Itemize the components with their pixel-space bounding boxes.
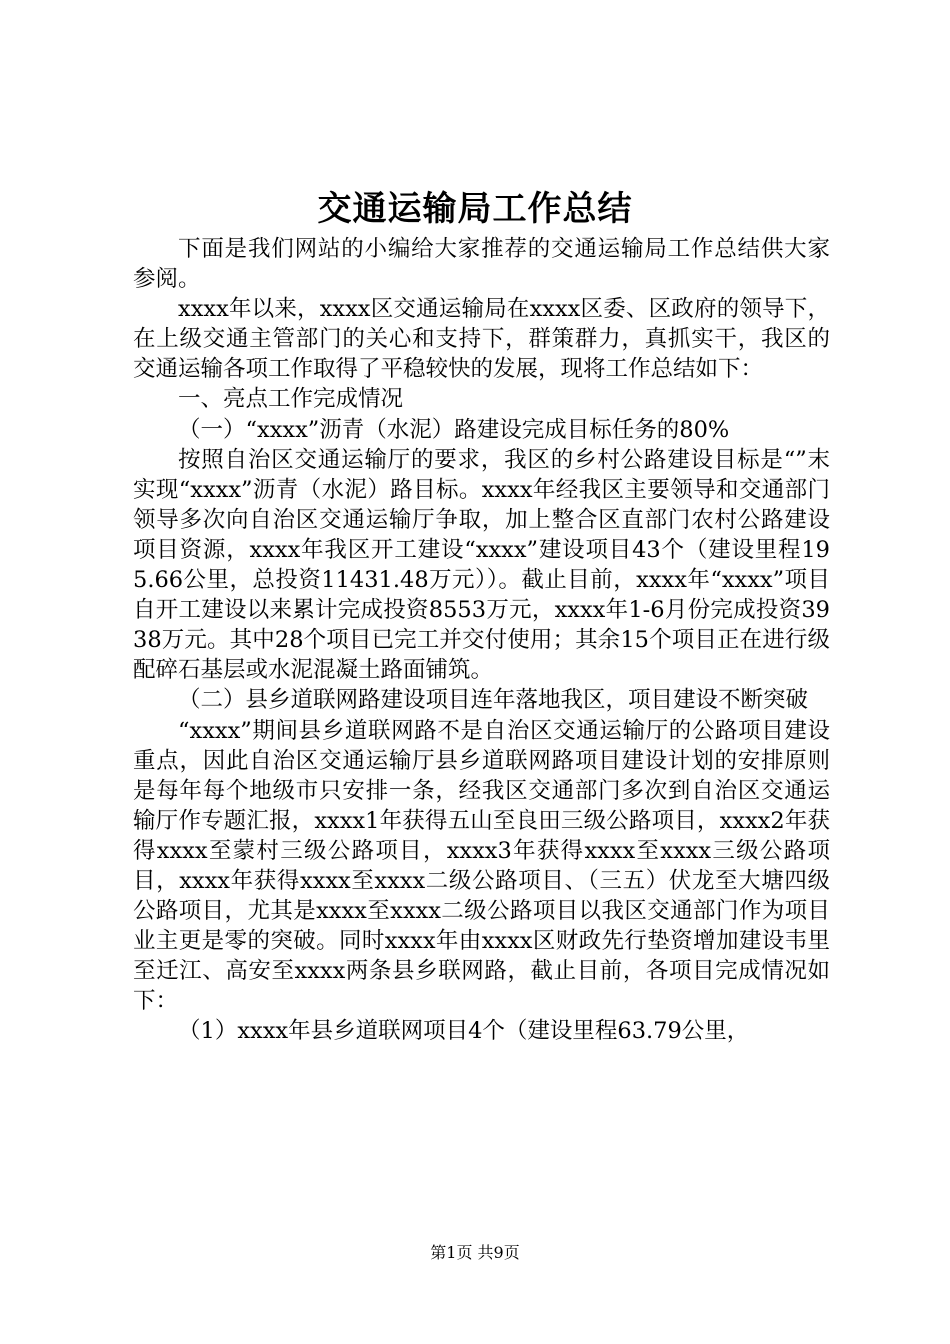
document-title: 交通运输局工作总结 — [317, 189, 633, 229]
page-number-footer: 第1页 共9页 — [430, 1243, 520, 1262]
subsection-heading-1: （一）“xxxx”沥青（水泥）路建设完成目标任务的80% — [178, 416, 730, 443]
document-body — [133, 234, 830, 1047]
paragraph-road-construction: 按照自治区交通运输厅的要求，我区的乡村公路建设目标是“”末实现“xxxx”沥青（水泥）路目标。xxxx年经我区主要领导和交通部门领导多次向自治区交通运输厅争取，加上整合区直部门农村公路建设项目资源，xxxx年我区开工建设“xxxx”建设项目43个（建设里程195.66公里，总投资11431.48万元））。截止目前，xxxx年“xxxx”项目自开工建设以来累计完成投资8553万元，xxxx年1-6月份完成投资3938万元。其中28个项目已完工并交付使用；其余15个项目正在进行级配碎石基层或水泥混凝土路面铺筑。 — [133, 446, 830, 684]
subsection-heading-2: （二）县乡道联网路建设项目连年落地我区，项目建设不断突破 — [178, 687, 809, 714]
list-item-1: （1）xxxx年县乡道联网项目4个（建设里程63.79公里， — [178, 1018, 750, 1045]
paragraph-intro: 下面是我们网站的小编给大家推荐的交通运输局工作总结供大家参阅。 — [133, 236, 830, 293]
paragraph-overview: xxxx年以来，xxxx区交通运输局在xxxx区委、区政府的领导下，在上级交通主管部门的关心和支持下，群策群力，真抓实干，我区的交通运输各项工作取得了平稳较快的发展，现将工作总结如下： — [133, 296, 830, 383]
paragraph-county-roads: “xxxx”期间县乡道联网路不是自治区交通运输厅的公路项目建设重点，因此自治区交通运输厅县乡道联网路项目建设计划的安排原则是每年每个地级市只安排一条，经我区交通部门多次到自治区交通运输厅作专题汇报，xxxx1年获得五山至良田三级公路项目，xxxx2年获得xxxx至蒙村三级公路项目，xxxx3年获得xxxx至xxxx三级公路项目，xxxx年获得xxxx至xxxx二级公路项目、（三五）伏龙至大塘四级公路项目，尤其是xxxx至xxxx二级公路项目以我区交通部门作为项目业主更是零的突破。同时xxxx年由xxxx区财政先行垫资增加建设韦里至迁江、高安至xxxx两条县乡联网路，截止目前，各项目完成情况如下： — [133, 717, 830, 1015]
section-heading-highlights: 一、亮点工作完成情况 — [178, 386, 404, 413]
